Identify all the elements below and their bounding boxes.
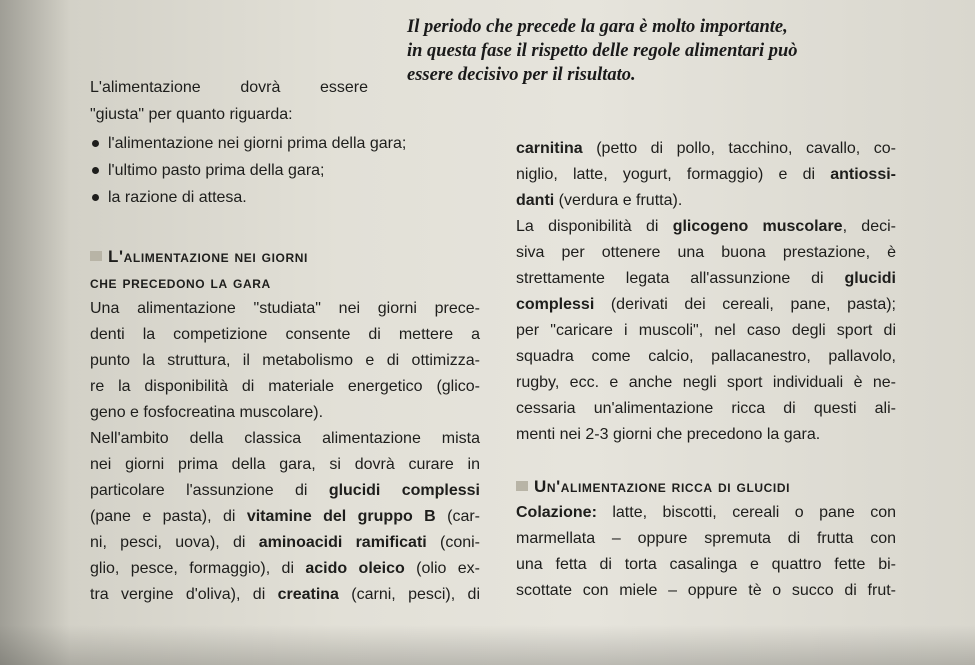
- text-line: [516, 136, 896, 162]
- intro-line: L'alimentazione dovrà essere: [90, 79, 368, 96]
- text-run: (verdura e frutta).: [554, 192, 683, 209]
- paragraph: [90, 296, 480, 426]
- bullet-item: l'alimentazione nei giorni prima della gara;: [92, 130, 406, 157]
- paragraph: [516, 214, 896, 448]
- text-line: scottate con miele – oppure tè o succo di frut-: [516, 582, 896, 599]
- text-line: Nell'ambito della classica alimentazione mista: [90, 430, 480, 447]
- quote-line: in questa fase il rispetto delle regole alimentari può: [407, 41, 798, 61]
- text-run: (derivati dei cereali, pane, pasta);: [594, 296, 896, 313]
- text-line: menti nei 2-3 giorni che precedono la gara.: [516, 426, 821, 443]
- text-run: La disponibilità di: [516, 218, 673, 235]
- bold-term: carnitina: [516, 140, 583, 157]
- text-run: latte, biscotti, cereali o pane con: [596, 504, 896, 521]
- page-shadow-left: [0, 0, 70, 665]
- text-line: denti la competizione consente di mettere a: [90, 326, 480, 343]
- bold-term: creatina: [277, 586, 339, 603]
- text-run: ni, pesci, uova), di: [90, 534, 259, 551]
- text-run: strettamente legata all'assunzione di: [516, 270, 845, 287]
- spacer: [516, 448, 896, 474]
- text-run: (coni-: [426, 534, 480, 551]
- bold-term: glucidi: [844, 270, 896, 287]
- text-line: geno e fosfocreatina muscolare).: [90, 404, 324, 421]
- bold-term: danti: [516, 192, 555, 209]
- text-line: Una alimentazione "studiata" nei giorni prece-: [90, 300, 480, 317]
- text-run: (olio ex-: [404, 560, 480, 577]
- bold-term: glicogeno muscolare: [672, 218, 843, 235]
- text-run: (pane e pasta), di: [90, 508, 247, 525]
- bullet-item: la razione di attesa.: [92, 184, 406, 211]
- bold-term: vitamine del gruppo B: [246, 508, 436, 525]
- heading-marker-icon: [90, 251, 102, 261]
- text-line: squadra come calcio, pallacanestro, pallavolo,: [516, 348, 896, 365]
- heading-marker-icon: [516, 481, 528, 491]
- bold-term: acido oleico: [305, 560, 405, 577]
- text-line: rugby, ecc. e anche negli sport individuali è ne-: [516, 374, 896, 391]
- text-line: [516, 500, 896, 526]
- bold-term: Colazione:: [516, 504, 597, 521]
- text-run: particolare l'assunzione di: [90, 482, 329, 499]
- intro-quote: [407, 15, 877, 87]
- text-run: , deci-: [842, 218, 896, 235]
- section-heading: [516, 474, 896, 500]
- text-line: una fetta di torta casalinga e quattro fette bi-: [516, 556, 896, 573]
- bold-term: complessi: [516, 296, 595, 313]
- text-line: [90, 530, 480, 556]
- text-run: glio, pesce, formaggio), di: [90, 560, 306, 577]
- left-column: [90, 244, 480, 608]
- text-line: [90, 504, 480, 530]
- text-line: punto la struttura, il metabolismo e di ottimizza-: [90, 352, 480, 369]
- text-line: [516, 162, 896, 188]
- section-heading-cont: che precedono la gara: [90, 273, 271, 292]
- text-line: [516, 266, 896, 292]
- text-line: siva per ottenere una buona prestazione, è: [516, 244, 896, 261]
- bullet-item: l'ultimo pasto prima della gara;: [92, 157, 406, 184]
- bold-term: glucidi complessi: [328, 482, 480, 499]
- text-line: re la disponibilità di materiale energetico (glico-: [90, 378, 480, 395]
- text-line: [90, 582, 480, 608]
- text-run: niglio, latte, yogurt, formaggio) e di: [516, 166, 831, 183]
- quote-line: essere decisivo per il risultato.: [407, 65, 636, 85]
- heading-text: Un'alimentazione ricca di glucidi: [534, 477, 791, 496]
- text-run: (petto di pollo, tacchino, cavallo, co-: [582, 140, 896, 157]
- page-shadow-bottom: [0, 625, 975, 665]
- section-heading: [90, 244, 480, 270]
- text-line: [516, 292, 896, 318]
- bold-term: aminoacidi ramificati: [258, 534, 427, 551]
- text-line: marmellata – oppure spremuta di frutta con: [516, 530, 896, 547]
- bold-term: antiossi-: [830, 166, 896, 183]
- text-line: nei giorni prima della gara, si dovrà curare in: [90, 456, 480, 473]
- intro-text: [90, 74, 395, 128]
- text-line: [90, 556, 480, 582]
- text-run: (car-: [435, 508, 481, 525]
- paragraph: [90, 426, 480, 608]
- bullet-list: [92, 130, 406, 211]
- intro-line: "giusta" per quanto riguarda:: [90, 106, 293, 123]
- text-line: [516, 188, 896, 214]
- right-column: [516, 136, 896, 604]
- text-run: (carni, pesci), di: [338, 586, 480, 603]
- text-line: [90, 478, 480, 504]
- text-line: per "caricare i muscoli", nel caso degli sport di: [516, 322, 896, 339]
- paragraph: [516, 136, 896, 214]
- text-line: [516, 214, 896, 240]
- quote-line: Il periodo che precede la gara è molto importante,: [407, 17, 788, 37]
- paragraph: [516, 500, 896, 604]
- text-line: cessaria un'alimentazione ricca di questi ali-: [516, 400, 896, 417]
- heading-text: L'alimentazione nei giorni: [108, 247, 308, 266]
- text-run: tra vergine d'oliva), di: [90, 586, 278, 603]
